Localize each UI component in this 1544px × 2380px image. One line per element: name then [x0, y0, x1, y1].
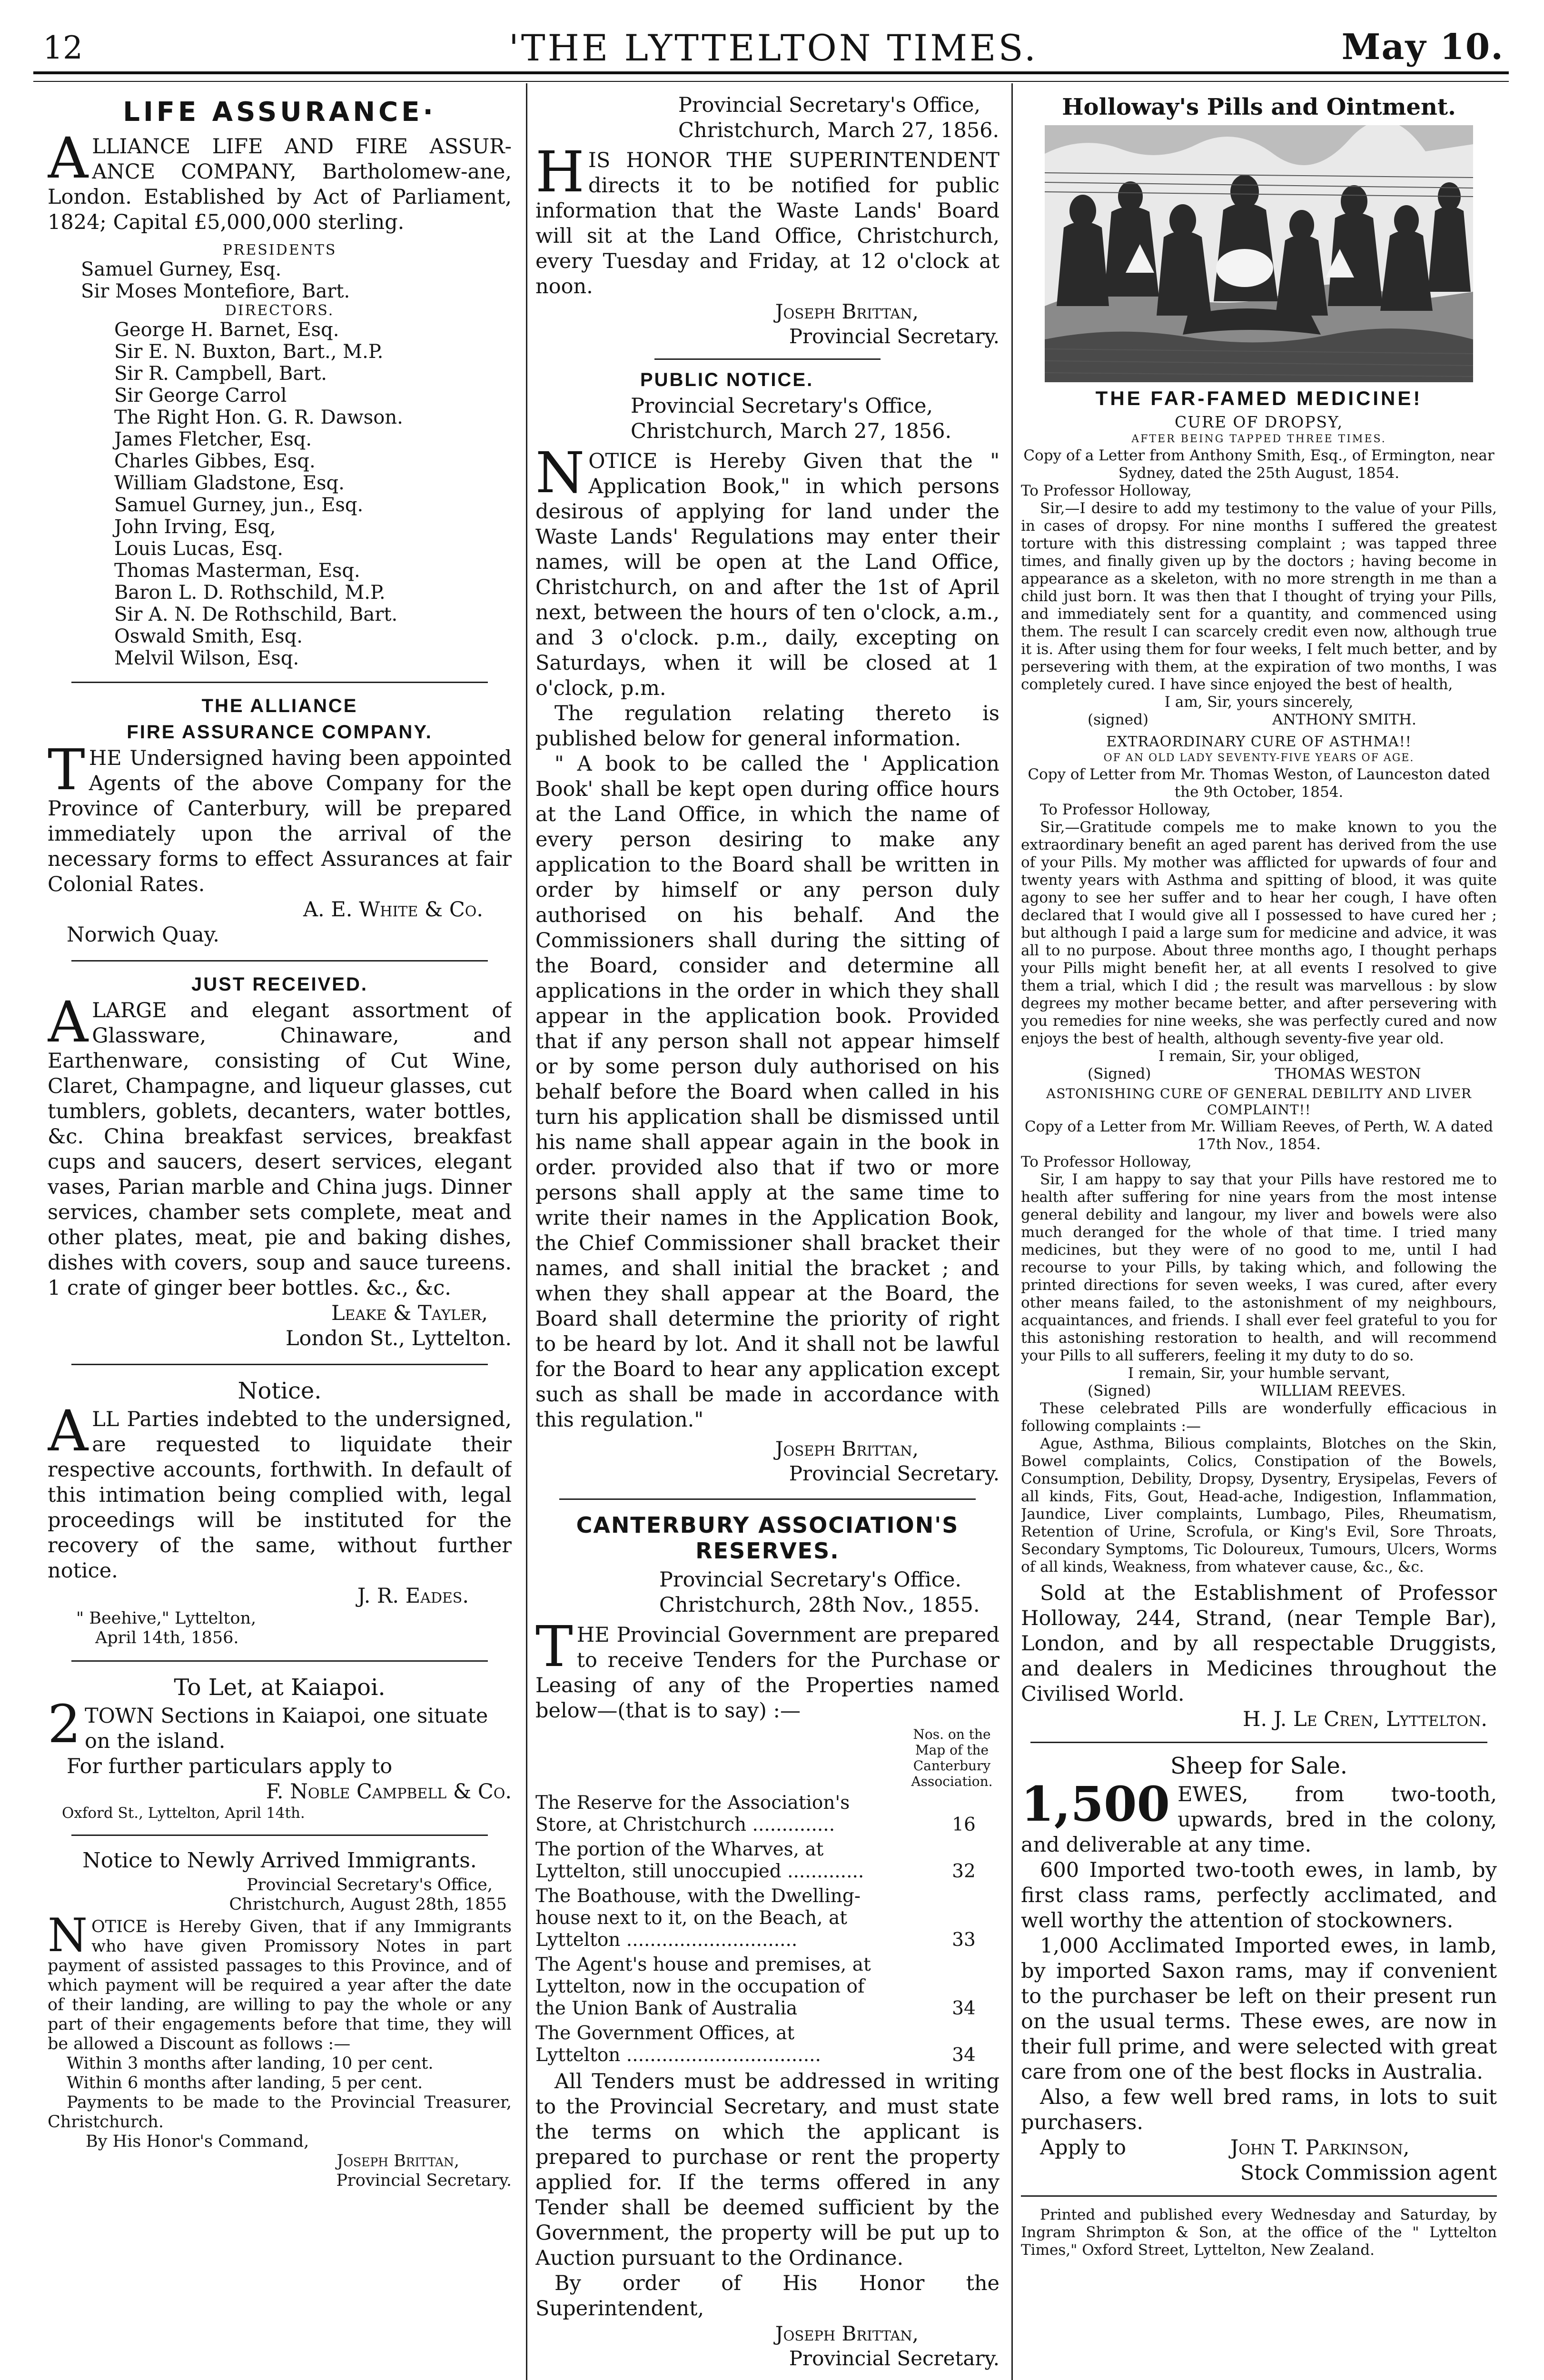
holloway-sold-at: Sold at the Establishment of Professor Holloway, 244, Strand, (near Temple Bar), London, and by all respectable Druggists, and dealers in Medicines throughout the Civilised World.	[1021, 1581, 1497, 1706]
director-name: William Gladstone, Esq.	[114, 472, 345, 494]
fire-assurance-ad	[48, 695, 512, 948]
letter-1-signed	[1021, 711, 1497, 729]
reserve-name: The Reserve for the Association's Store, at Christchurch ..............	[535, 1792, 850, 1835]
holloway-ad	[1021, 94, 1497, 1732]
section-rule	[71, 682, 488, 683]
cure-asthma-subheading: OF AN OLD LADY SEVENTY-FIVE YEARS OF AGE.	[1103, 752, 1415, 764]
director-name: Louis Lucas, Esq.	[114, 538, 284, 560]
immigrants-rate-1: Within 3 months after landing, 10 per cent.	[67, 2054, 434, 2073]
fire-place: Norwich Quay.	[67, 923, 219, 947]
section-rule	[654, 358, 881, 360]
reserves-row	[535, 1839, 1000, 1883]
reserves-table	[535, 1792, 1000, 2066]
notice-body: LL Parties indebted to the undersigned, are requested to liquidate their respective accounts, forthwith. In default of this intimation being complied with, legal proceedings will be instituted for the recovery of the same, without further notice.	[48, 1408, 512, 1583]
public-notice-heading: PUBLIC NOTICE.	[640, 369, 814, 390]
office-line: Provincial Secretary's Office,	[631, 394, 933, 418]
printer-imprint: Printed and published every Wednesday and Saturday, by Ingram Shrimpton & Son, at the office of the " Lyttelton Times," Oxford Street, Lyttelton, New Zealand.	[1021, 2206, 1497, 2259]
signed-label: (signed)	[1088, 711, 1149, 728]
immigrants-payments: Payments to be made to the Provincial Treasurer, Christchurch.	[48, 2093, 512, 2132]
canterbury-body: HE Provincial Government are prepared to receive Tenders for the Purchase or Leasing of any of the Properties named below—(that is to say) :—	[535, 1623, 1000, 1723]
fire-body: HE Undersigned having been appointed Agents of the above Company for the Province of Canterbury, will be prepared immediately upon the arrival of the necessary forms to effect Assurances at fair Colonial Rates.	[48, 746, 512, 896]
section-rule	[559, 1498, 976, 1500]
reserve-number: 34	[952, 2044, 976, 2066]
drop-cap: A	[48, 1398, 89, 1464]
canterbury-order: By order of His Honor the Superintendent,	[535, 2271, 1000, 2320]
just-received-body: LARGE and elegant assortment of Glassware, Chinaware, and Earthenware, consisting of Cut Wine, Claret, Champagne, and liqueur glasses, cut tumblers, goblets, decanters, water bottles, &c. China breakfast services, breakfast cups and saucers, desert services, elegant vases, Parian marble and China jugs. Dinner services, chamber sets complete, meat and other plates, meat, pie and baking dishes, dishes with covers, soup and sauce tureens. 1 crate of ginger beer bottles. &c., &c.	[48, 999, 512, 1300]
section-rule	[71, 960, 488, 962]
immigrants-command: By His Honor's Command,	[86, 2132, 309, 2151]
holloway-signature: H. J. Le Cren, Lyttelton.	[1242, 1707, 1487, 1731]
fire-heading-1: THE ALLIANCE	[201, 695, 358, 716]
director-name: Sir A. N. De Rothschild, Bart.	[114, 604, 398, 625]
notice-heading: Notice.	[238, 1378, 322, 1404]
holloway-heading: Holloway's Pills and Ointment.	[1062, 94, 1456, 120]
reserves-row	[535, 1885, 1000, 1951]
canterbury-heading: CANTERBURY ASSOCIATION'S RESERVES.	[576, 1512, 959, 1564]
reserve-name: The Government Offices, at Lyttelton .................................	[535, 2023, 821, 2066]
section-rule	[1030, 1742, 1487, 1743]
kaiapoi-ad	[48, 1674, 512, 1822]
canterbury-reserves-ad	[535, 1512, 1000, 2371]
just-received-place: London St., Lyttelton.	[285, 1327, 512, 1350]
column-1	[48, 93, 512, 2380]
issue-date: May 10.	[1341, 27, 1504, 68]
sheep-para-3: 1,000 Acclimated Imported ewes, in lamb, by imported Saxon rams, may if convenient to the purchaser be left on their present run on the usual terms. These ewes, are now in their full prime, and were selected with great care from one of the best flocks in Australia.	[1021, 1934, 1497, 2084]
immigrants-body: OTICE is Hereby Given, that if any Immigrants who have given Promissory Notes in part payment of assisted passages to this Province, and of which payment will be required a year after the date of their landing, are willing to pay the whole or any part of their engagements before that time, they will be allowed a Discount as follows :—	[48, 1917, 512, 2053]
director-name: Sir R. Campbell, Bart.	[114, 363, 327, 385]
sheep-count: 1,500	[1021, 1776, 1170, 1832]
sheep-title: Stock Commission agent	[1240, 2161, 1497, 2185]
drop-cap: T	[48, 737, 85, 803]
public-notice-regulation: " A book to be called the ' Application Book' shall be kept open during office hours at the Land Office, in which the name of every person desiring to make any application to the Board shall be written in order by himself or any person duly authorised on his behalf. And the Commissioners shall during the sitting of the Board, consider and determine all applications in the order in which they shall appear in the application book. Provided that if any person shall not appear himself or by some person duly authorised on his behalf before the Board when called in his turn his application shall be dismissed until his name shall appear again in the book in order. provided also that if two or more persons shall apply at the same time to write their names in the Application Book, the Chief Commissioner shall bracket their names, and shall initial the bracket ; and when they shall appear at the Board, the Board shall determine the priority of right to be heard by lot. And it shall not be lawful for the Board to hear any application except such as shall be made in accordance with this regulation."	[535, 752, 1000, 1432]
immigrants-rate-2: Within 6 months after landing, 5 per cent.	[67, 2073, 423, 2092]
letter-3-body: Sir, I am happy to say that your Pills have restored me to health after suffering for nine years from the most intense general debility and langour, my liver and bowels were also much deranged for the whole of that time. I tried many medicines, but they were of no good to me, until I had recourse to your Pills, by taking which, and following the printed directions for seven weeks, I was cured, after every other means failed, to the astonishment of my neighbours, acquaintances, and friends. I shall ever feel grateful to you for this astonishing restoration to health, and will recommend your Pills to all sufferers, feeling it my duty to do so.	[1021, 1171, 1497, 1364]
reserves-column-heading: Nos. on the Map of the Canterbury Association.	[911, 1726, 993, 1789]
letter-2-name: THOMAS WESTON	[1275, 1065, 1421, 1082]
cure-asthma-heading: EXTRAORDINARY CURE OF ASTHMA!!	[1106, 734, 1412, 750]
section-rule	[1021, 2195, 1497, 2197]
newspaper-title: 'THE LYTTELTON TIMES.	[509, 27, 1038, 69]
letter-3-source: Copy of a Letter from Mr. William Reeves, of Perth, W. A dated 17th Nov., 1854.	[1024, 1118, 1494, 1153]
reserves-row	[535, 2023, 1000, 2066]
section-rule	[71, 1660, 488, 1662]
reserves-row	[535, 1954, 1000, 2020]
letter-1-name: ANTHONY SMITH.	[1272, 711, 1416, 728]
letter-3-close: I remain, Sir, your humble servant,	[1128, 1365, 1390, 1382]
sheep-body: EWES, from two-tooth, upwards, bred in the colony, and deliverable at any time.	[1021, 1783, 1497, 1857]
drop-cap: N	[48, 1909, 88, 1962]
office-date: Christchurch, 28th Nov., 1855.	[659, 1593, 980, 1617]
reserve-number: 16	[952, 1814, 976, 1835]
director-name: George H. Barnet, Esq.	[114, 319, 339, 341]
letter-3-salutation: To Professor Holloway,	[1021, 1153, 1192, 1170]
just-received-signature: Leake & Tayler,	[331, 1301, 488, 1325]
drop-cap: A	[48, 989, 89, 1055]
immigrants-ad	[48, 1848, 512, 2191]
drop-cap: H	[535, 139, 584, 205]
cure-dropsy-subheading: AFTER BEING TAPPED THREE TIMES.	[1131, 433, 1386, 445]
kaiapoi-heading: To Let, at Kaiapoi.	[174, 1674, 386, 1701]
sheep-para-2: 600 Imported two-tooth ewes, in lamb, by first class rams, perfectly acclimated, and well worthy the attention of stockowners.	[1021, 1858, 1497, 1933]
signed-label: (Signed)	[1088, 1382, 1151, 1399]
letter-2-body: Sir,—Gratitude compels me to make known to you the extraordinary benefit an aged parent has derived from the use of your Pills. My mother was afflicted for upwards of four and twenty years with Asthma and spitting of blood, it was quite agony to see her suffer and to hear her cough, I have often declared that I would give all I possessed to have cured her ; but although I paid a large sum for medicine and advice, it was all to no purpose. About three months ago, I thought perhaps your Pills might benefit her, at all events I resolved to give them a trial, which I did ; the result was marvellous : by slow degrees my mother became better, and after persevering with you remedies for nine weeks, she was perfectly cured and now enjoys the best of health, although seventy-five year old.	[1021, 819, 1497, 1047]
letter-2-salutation: To Professor Holloway,	[1040, 801, 1211, 818]
letter-3-signed	[1021, 1382, 1497, 1400]
sheep-apply: Apply to	[1040, 2136, 1126, 2160]
masthead-rule	[33, 71, 1509, 82]
letter-1-body: Sir,—I desire to add my testimony to the value of your Pills, in cases of dropsy. For nine months I suffered the greatest torture with this distressing complaint ; was tapped three times, and finally given up by the doctors ; having become in appearance as a skeleton, with no more strength in me than a child just born. It was then that I thought of trying your Pills, and immediately sent for a quantity, and commenced using them. The result I can scarcely credit even now, although true it is. After using them for four weeks, I felt much better, and by persevering with them, at the expiration of two months, I was completely cured. I have since enjoyed the best of health,	[1021, 500, 1497, 693]
far-famed-heading: THE FAR-FAMED MEDICINE!	[1095, 387, 1423, 409]
director-name: Charles Gibbes, Esq.	[114, 450, 316, 472]
director-name: Melvil Wilson, Esq.	[114, 647, 299, 669]
fire-heading-2: FIRE ASSURANCE COMPANY.	[127, 722, 433, 743]
notice-date: April 14th, 1856.	[95, 1628, 239, 1647]
letter-2-close: I remain, Sir, your obliged,	[1158, 1048, 1360, 1065]
masthead	[43, 19, 1504, 71]
immigrants-title: Provincial Secretary.	[336, 2171, 512, 2190]
office-line: Provincial Secretary's Office,	[678, 93, 981, 117]
reserve-name: The portion of the Wharves, at Lyttelton, still unoccupied .............	[535, 1839, 864, 1882]
director-name: The Right Hon. G. R. Dawson.	[114, 407, 403, 428]
kaiapoi-signature: F. Noble Campbell & Co.	[266, 1780, 512, 1804]
signature-title: Provincial Secretary.	[789, 1462, 1000, 1485]
public-notice-body: OTICE is Hereby Given that the " Application Book," in which persons desirous of applying for land under the Waste Lands' Regulations may enter their names, will be open at the Land Office, Christchurch, on and after the 1st of April next, between the hours of ten o'clock, a.m., and 3 o'clock. p.m., daily, excepting on Saturdays, when it will be closed at 1 o'clock, p.m.	[535, 449, 1000, 700]
signed-label: (Signed)	[1088, 1065, 1151, 1082]
kaiapoi-line-1: TOWN Sections in Kaiapoi, one situate	[85, 1704, 488, 1728]
reserve-number: 33	[952, 1929, 976, 1951]
kaiapoi-line-3: For further particulars apply to	[67, 1755, 393, 1778]
signature-title: Provincial Secretary.	[789, 2347, 1000, 2370]
president-name: Samuel Gurney, Esq.	[81, 258, 282, 280]
complaints-list: Ague, Asthma, Bilious complaints, Blotches on the Skin, Bowel complaints, Colics, Constipation of the Bowels, Consumption, Debility, Dropsy, Dysentry, Erysipelas, Fevers of all kinds, Fits, Gout, Head-ache, Indigestion, Inflammation, Jaundice, Liver complaints, Lumbago, Piles, Rheumatism, Retention of Urine, Scrofula, or King's Evil, Sore Throats, Secondary Symptoms, Tic Doloureux, Tumours, Ulcers, Worms of all kinds, Weakness, from whatever cause, &c., &c.	[1021, 1435, 1497, 1576]
reserve-number: 34	[952, 1998, 976, 2019]
celebrated-pills: These celebrated Pills are wonderfully efficacious in following complaints :—	[1021, 1400, 1497, 1435]
sheep-para-4: Also, a few well bred rams, in lots to suit purchasers.	[1021, 2085, 1497, 2134]
just-received-ad	[48, 974, 512, 1351]
drop-cap: 2	[48, 1694, 81, 1755]
office-line: Provincial Secretary's Office.	[659, 1568, 962, 1592]
reserve-number: 32	[952, 1861, 976, 1882]
column-divider-2	[1011, 83, 1013, 2380]
reserve-name: The Agent's house and premises, at Lyttelton, now in the occupation of the Union Bank of Australia	[535, 1954, 871, 2019]
presidents-label: PRESIDENTS	[222, 242, 337, 258]
just-received-heading: JUST RECEIVED.	[191, 974, 368, 995]
director-name: James Fletcher, Esq.	[114, 428, 312, 450]
drop-cap: T	[535, 1614, 573, 1679]
sheep-signature: John T. Parkinson,	[1230, 2136, 1410, 2160]
director-name: Oswald Smith, Esq.	[114, 625, 303, 647]
letter-3-name: WILLIAM REEVES.	[1260, 1382, 1406, 1399]
drop-cap: N	[535, 440, 585, 506]
superintendent-body: IS HONOR THE SUPERINTENDENT directs it to be notified for public information that the Waste Lands' Board will sit at the Land Office, Christchurch, every Tuesday and Friday, at 12 o'clock at noon.	[535, 149, 1000, 298]
letter-2-signed	[1021, 1065, 1497, 1083]
sheep-sale-ad	[1021, 1753, 1497, 2186]
superintendent-notice	[535, 93, 1000, 349]
director-name: Baron L. D. Rothschild, M.P.	[114, 582, 386, 604]
immigrants-office: Provincial Secretary's Office,	[247, 1875, 493, 1894]
fire-signature: A. E. White & Co.	[303, 898, 483, 922]
director-name: Thomas Masterman, Esq.	[114, 560, 360, 582]
immigrants-office-date: Christchurch, August 28th, 1855	[229, 1895, 507, 1914]
cure-dropsy-heading: CURE OF DROPSY,	[1174, 413, 1344, 431]
notice-ad	[48, 1378, 512, 1648]
column-3	[1021, 93, 1497, 2380]
public-notice-para-2: The regulation relating thereto is published below for general information.	[535, 702, 1000, 751]
column-divider-1	[526, 83, 527, 2380]
notice-signature: J. R. Eades.	[357, 1584, 469, 1608]
directors-label: DIRECTORS.	[225, 302, 335, 319]
immigrants-signature: Joseph Brittan,	[337, 2152, 459, 2171]
column-2	[535, 93, 1000, 2380]
letter-2-source: Copy of Letter from Mr. Thomas Weston, of Launceston dated the 9th October, 1854.	[1028, 766, 1490, 801]
office-date: Christchurch, March 27, 1856.	[631, 419, 952, 443]
letter-1-close: I am, Sir, yours sincerely,	[1164, 694, 1354, 711]
president-name: Sir Moses Montefiore, Bart.	[81, 280, 350, 302]
director-name: John Irving, Esq,	[114, 516, 276, 538]
director-name: Sir E. N. Buxton, Bart., M.P.	[114, 341, 384, 363]
page-number: 12	[43, 30, 83, 66]
holloway-engraving	[1045, 125, 1473, 382]
section-rule	[71, 1364, 488, 1365]
drop-cap: A	[48, 125, 89, 191]
letter-1-source: Copy of a Letter from Anthony Smith, Esq., of Ermington, near Sydney, dated the 25th August, 1854.	[1023, 447, 1495, 482]
cure-debility-heading: ASTONISHING CURE OF GENERAL DEBILITY AND LIVER COMPLAINT!!	[1046, 1086, 1472, 1118]
signature-title: Provincial Secretary.	[789, 325, 1000, 348]
life-assurance-ad	[48, 97, 512, 669]
signature-name: Joseph Brittan,	[775, 2322, 919, 2345]
reserves-row	[535, 1792, 1000, 1836]
life-assurance-heading: LIFE ASSURANCE·	[123, 97, 436, 128]
kaiapoi-line-2: on the island.	[85, 1729, 226, 1753]
signature-name: Joseph Brittan,	[775, 1437, 919, 1460]
director-name: Sir George Carrol	[114, 385, 287, 407]
engraving-illustration	[1045, 125, 1473, 382]
notice-place: " Beehive," Lyttelton,	[76, 1609, 257, 1628]
kaiapoi-place: Oxford St., Lyttelton, April 14th.	[62, 1805, 305, 1822]
letter-1-salutation: To Professor Holloway,	[1021, 482, 1192, 499]
immigrants-heading: Notice to Newly Arrived Immigrants.	[82, 1848, 477, 1873]
director-name: Samuel Gurney, jun., Esq.	[114, 494, 364, 516]
canterbury-tenders: All Tenders must be addressed in writing to the Provincial Secretary, and must state the terms on which the applicant is prepared to purchase or rent the property applied for. If the terms offered in any Tender shall be deemed sufficient by the Government, the property will be put up to Auction pursuant to the Ordinance.	[535, 2070, 1000, 2270]
reserve-name: The Boathouse, with the Dwelling-house next to it, on the Beach, at Lyttelton .............................	[535, 1885, 861, 1951]
public-notice	[535, 369, 1000, 1486]
life-assurance-body: LLIANCE LIFE AND FIRE ASSUR-ANCE COMPANY, Bartholomew-ane, London. Established by Act of Parliament, 1824; Capital £5,000,000 sterling.	[48, 135, 512, 234]
section-rule	[71, 1835, 488, 1836]
sheep-heading: Sheep for Sale.	[1170, 1753, 1347, 1779]
signature-name: Joseph Brittan,	[775, 300, 919, 323]
office-date: Christchurch, March 27, 1856.	[678, 119, 1000, 142]
